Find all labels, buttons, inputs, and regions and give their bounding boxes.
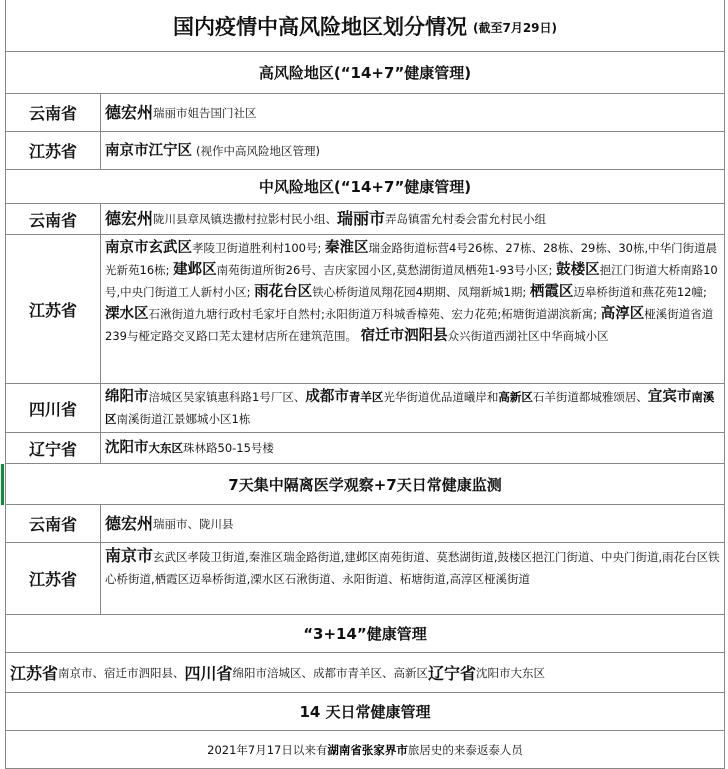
row-marker — [1, 464, 4, 505]
city-name: 宜宾市 — [647, 389, 692, 405]
city-name: 德宏州 — [105, 513, 154, 533]
mid-risk-row-liaoning — [6, 433, 724, 464]
quarantine-header — [6, 464, 724, 505]
three-fourteen-header-label: “3+14”健康管理 — [303, 625, 427, 643]
area-detail: 孝陵卫街道胜利村100号; — [192, 241, 322, 255]
quarantine-row-yunnan — [6, 505, 724, 543]
city-name: 宿迁市泗阳县 — [360, 328, 448, 344]
area-detail: 石湫街道九塘行政村毛家圩自然村;永阳街道万科城香樟苑、宏力花苑;柘塘街道湖滨新寓; — [148, 307, 598, 321]
province-cell: 江苏省 — [6, 235, 101, 383]
mid-risk-row-jiangsu — [6, 235, 724, 384]
area-cell — [101, 132, 724, 169]
district-name: 高淳区 — [600, 306, 645, 322]
area-detail: 铁心桥街道凤翔花园4期期、凤翔新城1期; — [312, 285, 527, 299]
area-detail: 光华街道优品道曦岸和 — [383, 390, 499, 404]
province-name: 江苏省 — [10, 664, 59, 683]
three-fourteen-row — [6, 653, 724, 693]
area-detail: (视作中高风险地区管理) — [196, 143, 320, 158]
area-cell — [101, 94, 724, 131]
city-name: 沈阳市 — [105, 440, 149, 456]
area-detail: 珠林路50-15号楼 — [183, 441, 274, 455]
area-detail: 瑞金路街道标营4号26栋、27栋、28栋、29栋、30栋,中华门街道晨光新苑16栋; — [105, 241, 718, 277]
three-fourteen-header — [6, 615, 724, 653]
city-name: 绵阳市 — [105, 389, 149, 405]
area-detail: 迈皋桥街道和燕花苑12幢; — [573, 285, 707, 299]
city-name: 南京市江宁区 — [105, 142, 192, 159]
district-name: 鼓楼区 — [556, 262, 600, 278]
place-name: 湖南省张家界市 — [327, 742, 408, 757]
mid-risk-row-sichuan — [6, 384, 724, 433]
area-detail: 众兴街道西湖社区中华商城小区 — [447, 329, 609, 343]
city-name: 德宏州 — [105, 102, 154, 122]
area-detail: 陇川县章凤镇迭撒村拉影村民小组、 — [153, 212, 338, 226]
district-name: 青羊区 — [348, 390, 384, 404]
city-name: 成都市 — [305, 389, 349, 405]
risk-area-table — [5, 0, 725, 769]
district-name: 栖霞区 — [529, 284, 574, 300]
mid-risk-row-yunnan — [6, 204, 724, 235]
province-cell: 辽宁省 — [6, 433, 101, 463]
title-date-note: (截至7月29日) — [472, 21, 558, 35]
district-name: 雨花台区 — [254, 284, 313, 300]
quarantine-header-label: 7天集中隔离医学观察+7天日常健康监测 — [228, 475, 502, 494]
province-cell: 云南省 — [6, 505, 101, 542]
district-name: 大东区 — [148, 441, 183, 455]
city-name: 德宏州 — [105, 209, 154, 228]
area-detail: 桠溪街道省道239与桠定路交叉路口芜太建材店所在建筑范围。 — [105, 307, 714, 343]
area-cell — [101, 505, 724, 542]
title-row — [6, 0, 724, 52]
district-name: 高新区 — [498, 390, 533, 404]
mid-risk-header-label: 中风险地区(“14+7”健康管理) — [258, 178, 472, 196]
area-detail: 南溪街道江景娜城小区1栋 — [116, 412, 251, 426]
fourteen-day-header-label: 14 天日常健康管理 — [299, 703, 431, 721]
area-cell — [101, 204, 724, 234]
city-name: 南京市玄武区 — [105, 240, 192, 256]
page-title: 国内疫情中高风险地区划分情况 — [172, 14, 467, 39]
area-detail: 绵阳市涪城区、成都市青羊区、高新区 — [232, 665, 429, 680]
fourteen-day-header — [6, 693, 724, 731]
province-cell: 江苏省 — [6, 543, 101, 614]
district-name: 秦淮区 — [324, 240, 369, 256]
fourteen-day-row — [6, 731, 724, 769]
area-detail: 挹江门街道大桥南路10号,中央门街道工人新村小区; — [105, 263, 718, 299]
province-cell: 云南省 — [6, 94, 101, 131]
area-detail: 南苑街道所街26号、吉庆家园小区,莫愁湖街道凤栖苑1-93号小区; — [216, 263, 553, 277]
area-detail: 石羊街道都城雅颂居、 — [532, 390, 648, 404]
province-name: 辽宁省 — [428, 664, 477, 683]
district-name: 建邺区 — [173, 262, 217, 278]
area-detail: 沈阳市大东区 — [476, 665, 546, 680]
province-name: 四川省 — [184, 664, 233, 683]
district-name: 溧水区 — [105, 306, 149, 322]
high-risk-header-label: 高风险地区(“14+7”健康管理) — [258, 64, 472, 82]
mid-risk-header — [6, 170, 724, 204]
area-cell — [101, 384, 724, 432]
area-cell — [101, 433, 724, 463]
high-risk-header — [6, 52, 724, 94]
area-detail: 涪城区吴家镇惠科路1号厂区、 — [148, 390, 306, 404]
area-cell — [101, 235, 724, 383]
area-detail: 南京市、宿迁市泗阳县、 — [58, 665, 185, 680]
city-name: 南京市 — [105, 546, 154, 565]
district-name: 南溪区 — [105, 390, 715, 426]
province-cell: 云南省 — [6, 204, 101, 234]
quarantine-row-jiangsu — [6, 543, 724, 615]
province-cell: 四川省 — [6, 384, 101, 432]
area-cell — [101, 543, 724, 614]
area-detail: 弄岛镇雷允村委会雷允村民小组 — [385, 212, 547, 226]
area-detail: 玄武区孝陵卫街道,秦淮区瑞金路街道,建邺区南苑街道、莫愁湖街道,鼓楼区挹江门街道、中央门街道,雨花台区铁心桥街道,栖霞区迈皋桥街道,溧水区石湫街道、永阳街道、柘塘街道,高淳区桠溪街道 — [105, 550, 720, 586]
area-detail: 瑞丽市、陇川县 — [153, 516, 234, 531]
high-risk-row-yunnan — [6, 94, 724, 132]
city-name: 瑞丽市 — [337, 209, 386, 228]
area-detail: 瑞丽市姐告国门社区 — [153, 105, 257, 120]
province-cell: 江苏省 — [6, 132, 101, 169]
high-risk-row-jiangsu — [6, 132, 724, 170]
note-text: 旅居史的来泰返泰人员 — [407, 742, 523, 757]
note-text: 2021年7月17日以来有 — [207, 742, 328, 757]
